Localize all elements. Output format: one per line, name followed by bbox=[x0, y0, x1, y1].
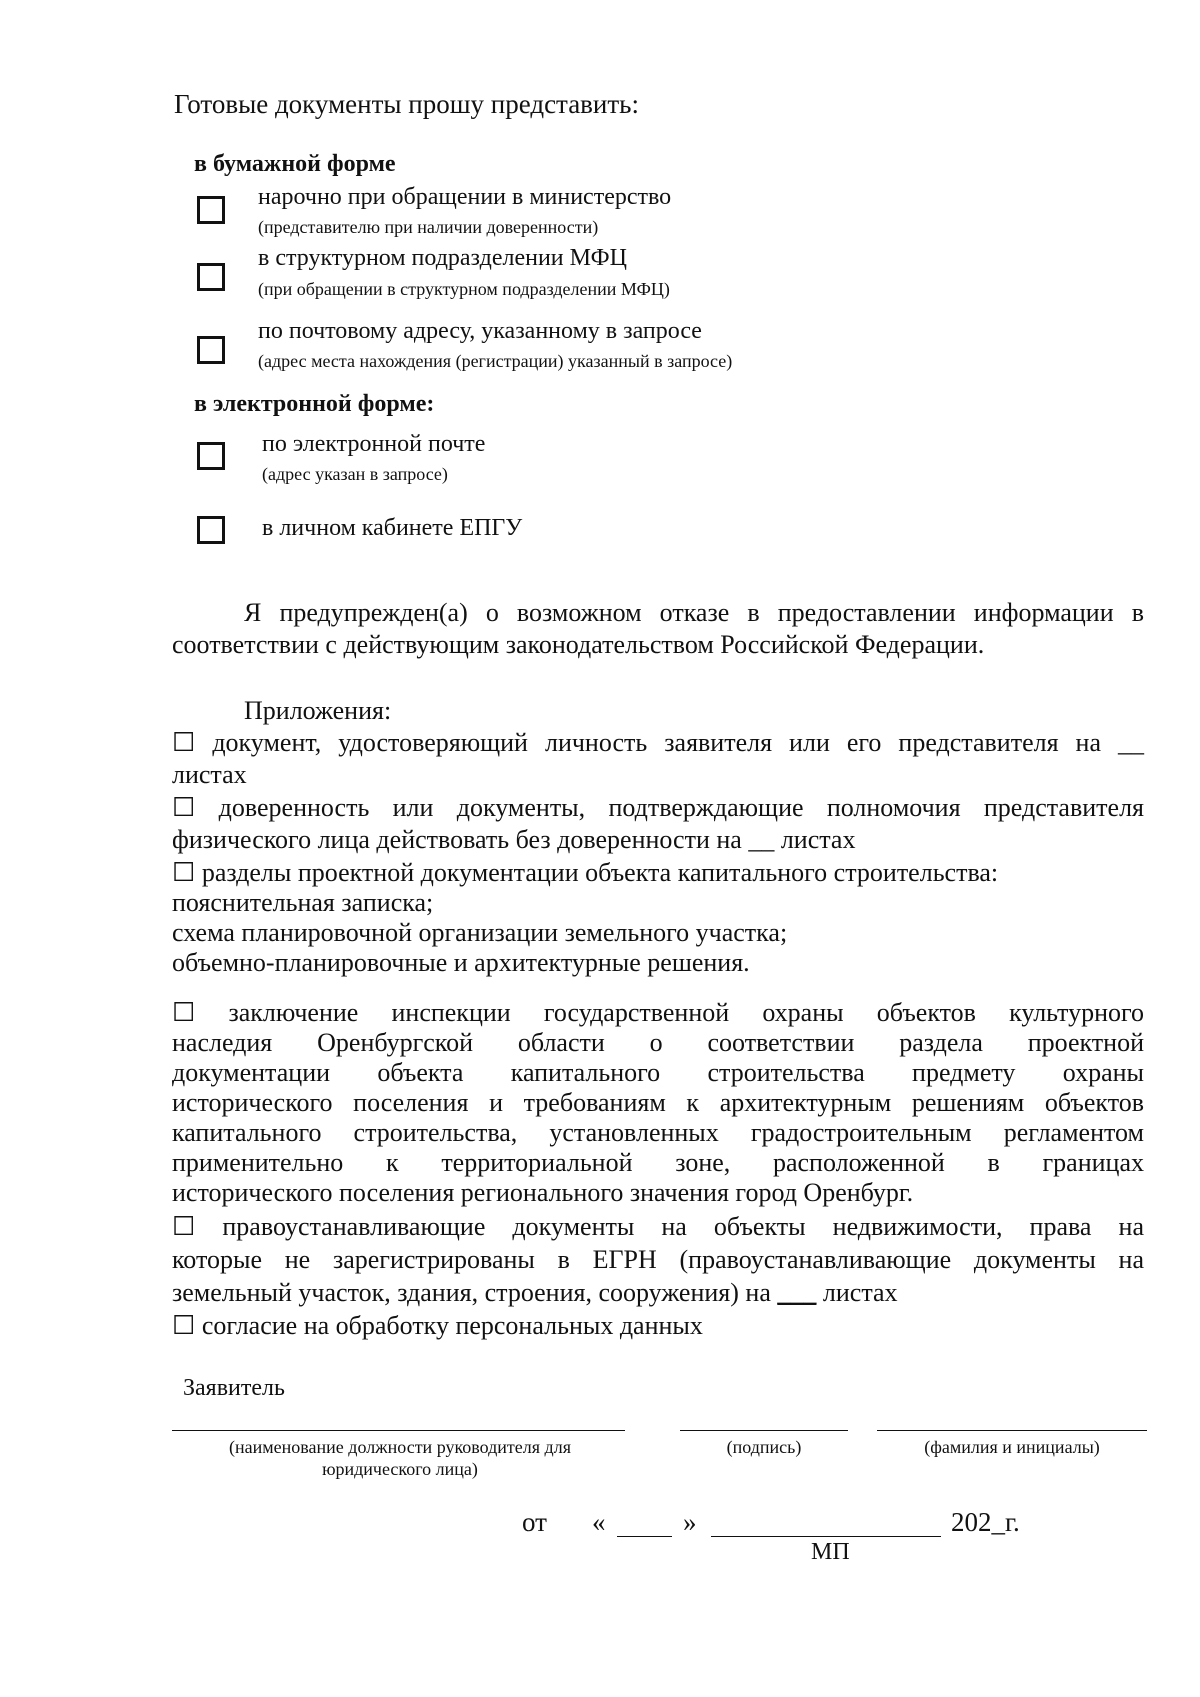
stamp-label: МП bbox=[811, 1539, 850, 1565]
attachment-item-2-text: доверенность или документы, подтверждающие полномочия представителя bbox=[218, 793, 1144, 822]
paper-option-note-ministry: (представителю при наличии доверенности) bbox=[258, 217, 599, 237]
attachment-item-4-line-1 bbox=[172, 998, 1144, 1028]
attachment-checkbox-4[interactable]: ☐ bbox=[172, 998, 196, 1027]
warning-line-1: Я предупрежден(а) о возможном отказе в предоставлении информации в bbox=[244, 598, 1144, 627]
attachment-item-3-line-3: схема планировочной организации земельного участка; bbox=[172, 918, 788, 947]
applicant-label: Заявитель bbox=[183, 1375, 285, 1401]
paper-option-note-mfc: (при обращении в структурном подразделении МФЦ) bbox=[258, 279, 670, 299]
attachment-checkbox-5[interactable]: ☐ bbox=[172, 1212, 196, 1241]
attachment-checkbox-2[interactable]: ☐ bbox=[172, 793, 196, 822]
date-day-field[interactable] bbox=[617, 1536, 672, 1537]
electronic-option-checkbox-epgu[interactable] bbox=[197, 516, 225, 544]
electronic-option-note-email: (адрес указан в запросе) bbox=[262, 464, 448, 484]
attachment-item-5-line-2: которые не зарегистрированы в ЕГРН (правоустанавливающие документы на bbox=[172, 1245, 1144, 1274]
signature-line[interactable] bbox=[680, 1430, 848, 1431]
attachment-item-4-line-5: капитального строительства, установленных градостроительным регламентом bbox=[172, 1118, 1144, 1147]
attachment-item-4-text: заключение инспекции государственной охраны объектов культурного bbox=[228, 998, 1145, 1027]
attachment-item-1-line-2: листах bbox=[172, 760, 247, 789]
attachment-item-5-text: правоустанавливающие документы на объекты недвижимости, права на bbox=[222, 1212, 1144, 1241]
paper-form-heading: в бумажной форме bbox=[194, 151, 396, 177]
delivery-intro: Готовые документы прошу представить: bbox=[174, 89, 639, 119]
date-year: 202_г. bbox=[951, 1507, 1020, 1537]
date-close-quote: » bbox=[683, 1507, 697, 1537]
attachments-heading: Приложения: bbox=[244, 696, 392, 725]
attachment-item-4-line-6: применительно к территориальной зоне, расположенной в границах bbox=[172, 1148, 1144, 1177]
attachment-item-5-sheets-blank[interactable]: ___ bbox=[777, 1278, 817, 1307]
date-open-quote: « bbox=[592, 1507, 606, 1537]
paper-option-checkbox-mfc[interactable] bbox=[197, 263, 225, 291]
attachment-checkbox-1[interactable]: ☐ bbox=[172, 728, 196, 757]
date-from-label: от bbox=[522, 1507, 547, 1537]
attachment-item-1-text: документ, удостоверяющий личность заявителя или его представителя на __ bbox=[212, 728, 1144, 757]
attachment-item-4-line-4: исторического поселения и требованиям к архитектурным решениям объектов bbox=[172, 1088, 1144, 1117]
name-caption: (фамилия и инициалы) bbox=[924, 1437, 1100, 1457]
attachment-item-6 bbox=[172, 1311, 703, 1341]
paper-option-label-mfc: в структурном подразделении МФЦ bbox=[258, 245, 627, 271]
attachment-item-4-line-2: наследия Оренбургской области о соответствии раздела проектной bbox=[172, 1028, 1144, 1057]
electronic-option-checkbox-email[interactable] bbox=[197, 442, 225, 470]
signature-caption: (подпись) bbox=[726, 1437, 802, 1457]
attachment-item-6-text: согласие на обработку персональных данных bbox=[201, 1311, 703, 1340]
name-signature-line[interactable] bbox=[877, 1430, 1147, 1431]
position-caption: (наименование должности руководителя для юридического лица) bbox=[229, 1437, 571, 1479]
attachment-item-2-line-1 bbox=[172, 793, 1144, 823]
attachment-item-4-line-7: исторического поселения регионального значения город Оренбург. bbox=[172, 1178, 914, 1207]
attachment-item-5-line-3-suffix: листах bbox=[822, 1278, 898, 1307]
electronic-form-heading: в электронной форме: bbox=[194, 391, 435, 417]
attachment-checkbox-6[interactable]: ☐ bbox=[172, 1311, 196, 1340]
attachment-item-4-line-3: документации объекта капитального строительства предмету охраны bbox=[172, 1058, 1144, 1087]
position-signature-line[interactable] bbox=[172, 1430, 625, 1431]
paper-option-checkbox-post[interactable] bbox=[197, 336, 225, 364]
paper-option-label-post: по почтовому адресу, указанному в запросе bbox=[258, 318, 702, 344]
paper-option-label-ministry: нарочно при обращении в министерство bbox=[258, 184, 672, 210]
attachment-item-2-line-2: физического лица действовать без доверенности на __ листах bbox=[172, 825, 856, 854]
attachment-item-3-text: разделы проектной документации объекта капитального строительства: bbox=[201, 858, 999, 887]
electronic-option-label-epgu: в личном кабинете ЕПГУ bbox=[262, 515, 523, 541]
paper-option-note-post: (адрес места нахождения (регистрации) указанный в запросе) bbox=[258, 351, 733, 371]
date-month-field[interactable] bbox=[711, 1536, 941, 1537]
attachment-item-3-line-1 bbox=[172, 858, 998, 888]
warning-line-2: соответствии с действующим законодательством Российской Федерации. bbox=[172, 630, 985, 659]
attachment-item-3-line-4: объемно-планировочные и архитектурные решения. bbox=[172, 948, 750, 977]
electronic-option-label-email: по электронной почте bbox=[262, 431, 486, 457]
attachment-item-5-line-3-text: земельный участок, здания, строения, сооружения) на bbox=[172, 1278, 771, 1307]
attachment-checkbox-3[interactable]: ☐ bbox=[172, 858, 196, 887]
attachment-item-5-line-3 bbox=[172, 1278, 898, 1308]
attachment-item-3-line-2: пояснительная записка; bbox=[172, 888, 434, 917]
attachment-item-1-line-1 bbox=[172, 728, 1144, 758]
attachment-item-5-line-1 bbox=[172, 1212, 1144, 1242]
paper-option-checkbox-ministry[interactable] bbox=[197, 196, 225, 224]
